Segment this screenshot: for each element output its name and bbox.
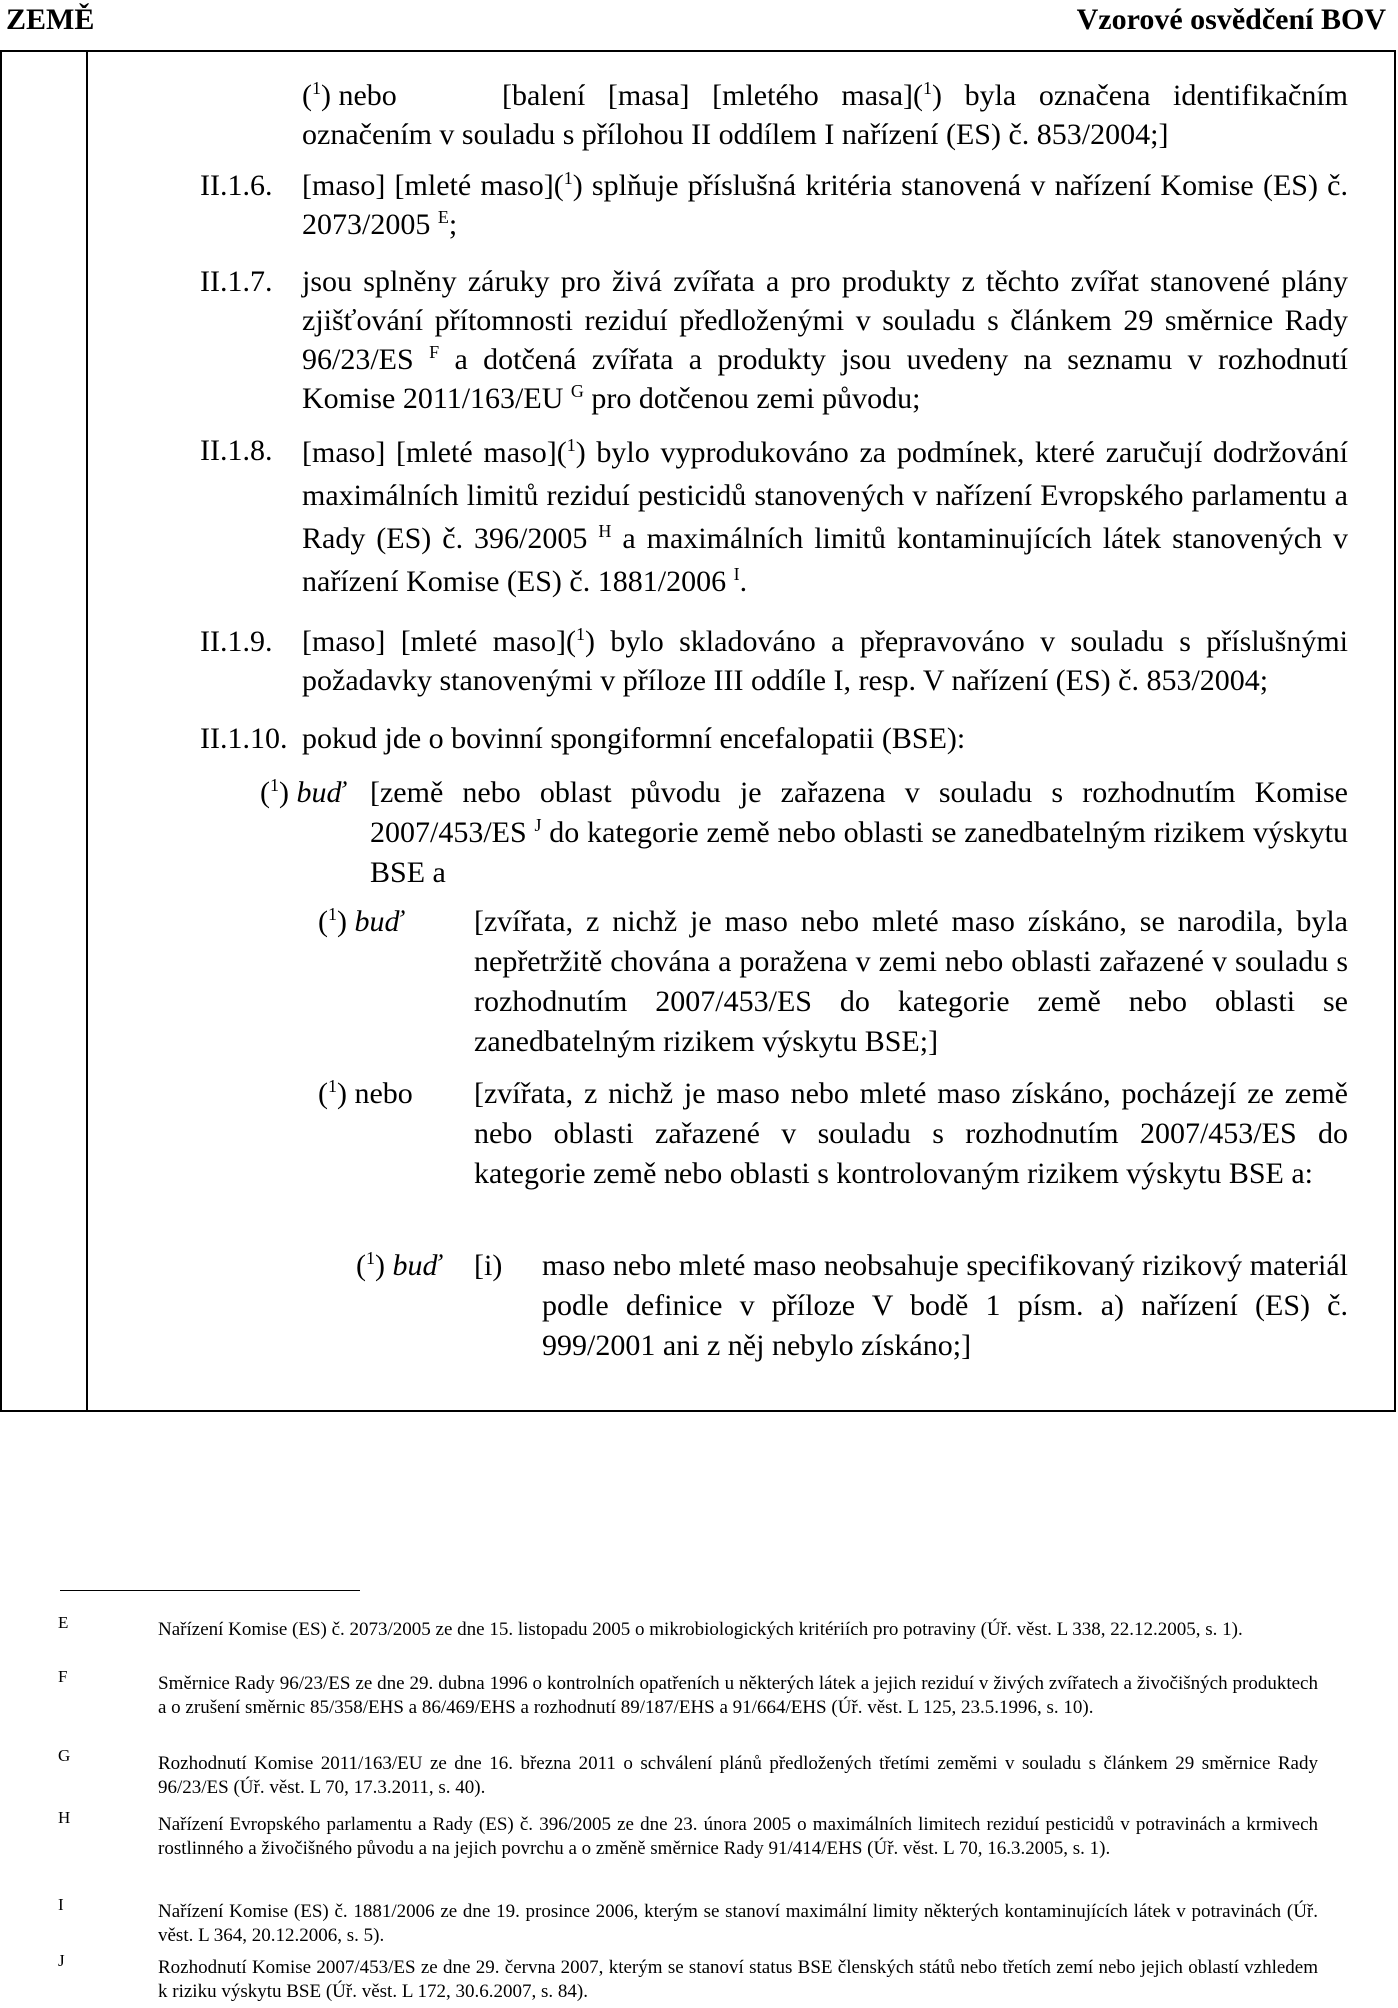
option-bud-1-text: [země nebo oblast původu je zařazena v souladu s rozhodnutím Komise 2007/453/ES $^J$ do kategorie země nebo oblasti se zanedbatelným rizikem výskytu BSE a	[370, 776, 1348, 889]
footnote-text: Nařízení Komise (ES) č. 1881/2006 ze dne 19. prosince 2006, kterým se stanoví maximální limity některých kontaminujících látek v potravinách (Úř. věst. L 364, 20.12.2006, s. 5).	[158, 1901, 1318, 1946]
option-nebo-2-text: [zvířata, z nichž je maso nebo mleté maso získáno, pocházejí ze země nebo oblasti zařazené v souladu s rozhodnutím 2007/453/ES do kategorie země nebo oblasti s kontrolovaným rizikem výskytu BSE a:	[474, 1077, 1348, 1190]
header-title: Vzorové osvědčení BOV	[1076, 3, 1386, 36]
option-nebo-2-label: ($^1$) nebo	[318, 1076, 413, 1110]
option-bud-2-text: [zvířata, z nichž je maso nebo mleté maso získáno, se narodila, byla nepřetržitě chována a poražena v zemi nebo oblasti zařazené v souladu s rozhodnutím 2007/453/ES do kategorie země nebo oblasti se zanedbatelným rizikem výskytu BSE;]	[474, 905, 1348, 1058]
option-bud-3-text: maso nebo mleté maso neobsahuje specifikovaný rizikový materiál podle definice v příloze V bodě 1 písm. a) nařízení (ES) č. 999/2001 ani z něj nebylo získáno;]	[542, 1249, 1348, 1362]
footnote-mark: F	[58, 1667, 68, 1686]
footnote-ref-f: F	[429, 342, 440, 362]
footnote-text: Rozhodnutí Komise 2011/163/EU ze dne 16. března 2011 o schválení plánů předložených třetími zeměmi v souladu s článkem 29 směrnice Rady 96/23/ES (Úř. věst. L 70, 17.3.2011, s. 40).	[158, 1753, 1318, 1798]
section-text-ii-1-6: [maso] [mleté maso]($^1$) splňuje příslušná kritéria stanovená v nařízení Komise (ES) č. 2073/2005 $^E$;	[302, 168, 1348, 241]
footnote-ref-h: H	[598, 521, 612, 541]
section-number-ii-1-7: II.1.7.	[200, 265, 273, 298]
header-country: ZEMĚ	[6, 3, 95, 36]
footnote-ref-i: I	[733, 564, 740, 584]
footnote-ref-e: E	[437, 207, 449, 227]
option-bud-3-marker: [i)	[474, 1249, 503, 1282]
footnote-text: Nařízení Evropského parlamentu a Rady (ES) č. 396/2005 ze dne 23. února 2005 o maximálních limitech reziduí pesticidů v potravinách a krmivech rostlinného a živočišného původu a na jejich povrchu a o změně směrnice Rady 91/414/EHS (Úř. věst. L 70, 16.3.2005, s. 1).	[158, 1814, 1318, 1859]
section-number-ii-1-9: II.1.9.	[200, 625, 273, 658]
footnote-mark: J	[58, 1951, 65, 1970]
section-text-ii-1-8: [maso] [mleté maso]($^1$) bylo vyprodukováno za podmínek, které zaručují dodržování maximálních limitů reziduí pesticidů stanovených v nařízení Evropského parlamentu a Rady (ES) č. 396/2005 $^H$ a maximálních limitů kontaminujících látek stanovených v nařízení Komise (ES) č. 1881/2006 $^I$.	[302, 435, 1348, 598]
footnote-separator	[60, 1590, 360, 1591]
section-text-ii-1-10: pokud jde o bovinní spongiformní encefalopatii (BSE):	[302, 722, 966, 755]
footnote-mark: H	[58, 1808, 71, 1827]
section-number-ii-1-10: II.1.10.	[200, 722, 288, 755]
section-text-ii-1-9: [maso] [mleté maso]($^1$) bylo skladováno a přepravováno v souladu s příslušnými požadavky stanovenými v příloze III oddíle I, resp. V nařízení (ES) č. 853/2004;	[302, 624, 1348, 697]
footnote-text: Rozhodnutí Komise 2007/453/ES ze dne 29. června 2007, kterým se stanoví status BSE členských států nebo třetích zemí nebo jejich oblastí vzhledem k riziku výskytu BSE (Úř. věst. L 172, 30.6.2007, s. 84).	[158, 1957, 1318, 2002]
footnote-text: Nařízení Komise (ES) č. 2073/2005 ze dne 15. listopadu 2005 o mikrobiologických kritériích pro potraviny (Úř. věst. L 338, 22.12.2005, s. 1).	[158, 1619, 1243, 1640]
footnote-ref-j: J	[534, 815, 542, 835]
option-nebo-label: ($^1$) nebo	[302, 78, 397, 112]
footnote-mark: I	[58, 1895, 64, 1914]
footnote-mark: E	[58, 1613, 69, 1632]
option-bud-2-label: ($^1$) buď	[318, 904, 403, 938]
footnote-text: Směrnice Rady 96/23/ES ze dne 29. dubna 1996 o kontrolních opatřeních u některých látek a jejich reziduí v živých zvířatech a živočišných produktech a o zrušení směrnic 85/358/EHS a 86/469/EHS a rozhodnutí 89/187/EHS a 91/664/EHS (Úř. věst. L 125, 23.5.1996, s. 10).	[158, 1673, 1318, 1718]
section-text-ii-1-7: jsou splněny záruky pro živá zvířata a pro produkty z těchto zvířat stanovené plány zjišťování přítomnosti reziduí předloženými v souladu s článkem 29 směrnice Rady 96/23/ES $^F$ a dotčená zvířata a produkty jsou uvedeny na seznamu v rozhodnutí Komise 2011/163/EU $^G$ pro dotčenou zemi původu;	[302, 265, 1348, 415]
option-bud-3-label: ($^1$) buď	[356, 1248, 441, 1282]
footnote-ref-g: G	[570, 381, 584, 401]
left-column-divider	[86, 52, 88, 1410]
option-bud-1-label: ($^1$) buď	[260, 775, 345, 809]
option-nebo-text: [balení [masa] [mletého masa]($^1$) byla označena identifikačním označením v souladu s přílohou II oddílem I nařízení (ES) č. 853/2004;]	[302, 78, 1348, 151]
footnote-mark: G	[58, 1746, 71, 1765]
section-number-ii-1-6: II.1.6.	[200, 169, 273, 202]
section-number-ii-1-8: II.1.8.	[200, 434, 273, 467]
